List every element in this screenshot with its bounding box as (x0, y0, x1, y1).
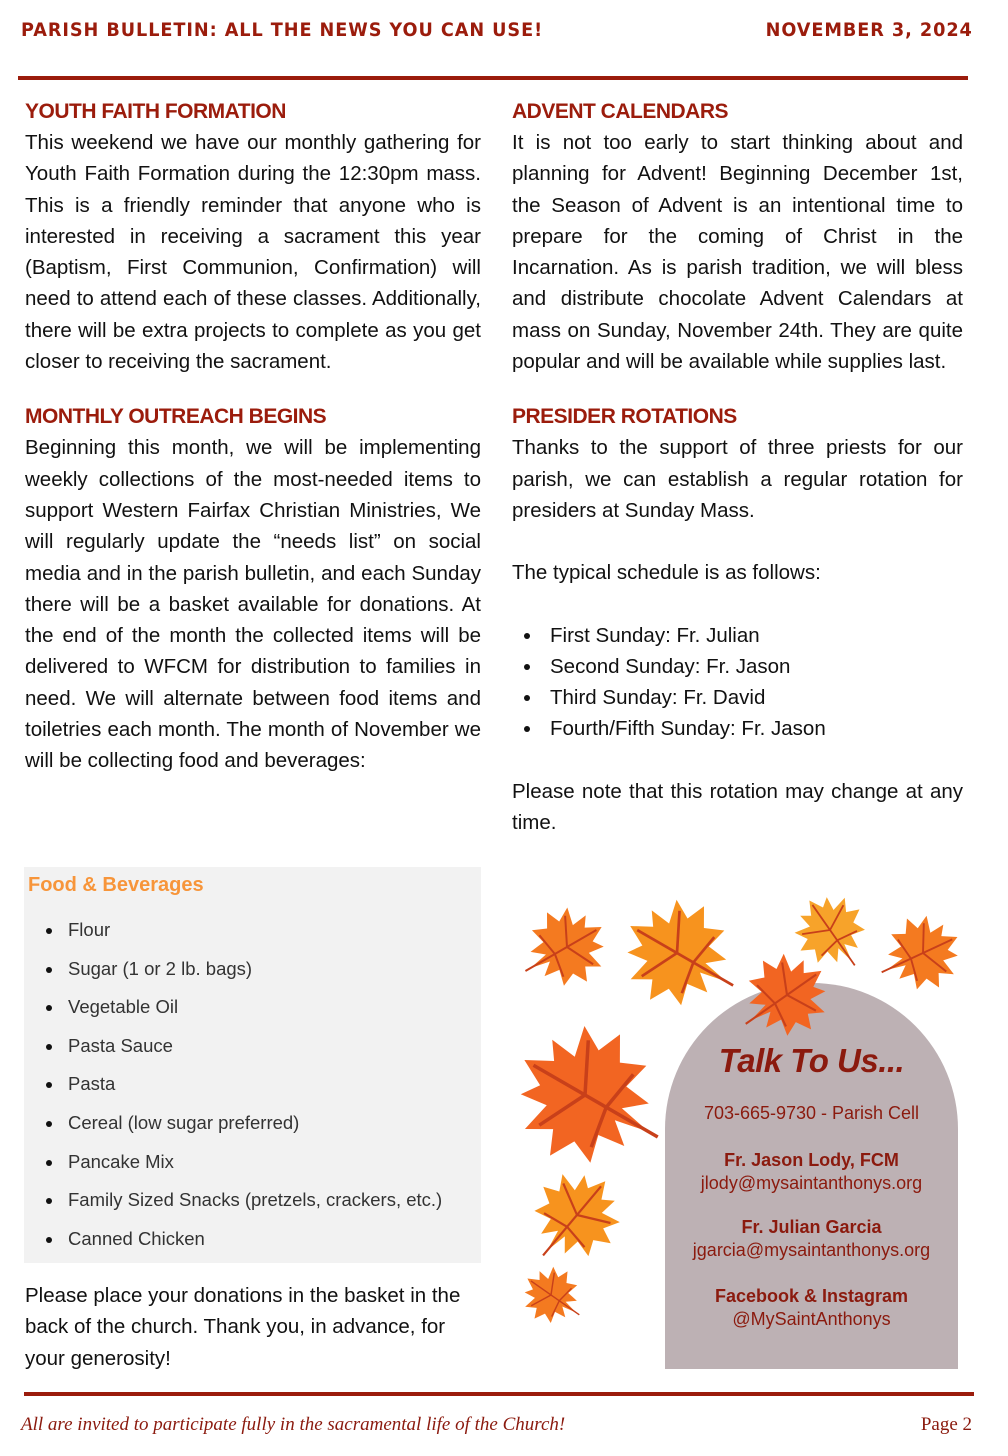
right-column (512, 97, 963, 838)
presider-item: Second Sunday: Fr. Jason (550, 651, 963, 682)
contact-email-julian[interactable]: jgarcia@mysaintanthonys.org (692, 1240, 931, 1260)
food-item: Canned Chicken (68, 1220, 442, 1259)
youth-heading: YOUTH FAITH FORMATION (25, 100, 286, 123)
footer-divider (24, 1392, 974, 1396)
contact-name-jason: Fr. Jason Lody, FCM (724, 1150, 899, 1170)
food-item: Pasta (68, 1065, 442, 1104)
leaf-icon (509, 1153, 639, 1284)
leaf-icon (866, 903, 974, 1007)
presider-list (512, 620, 963, 745)
advent-heading: ADVENT CALENDARS (512, 100, 729, 123)
contact-email-jason[interactable]: jlody@mysaintanthonys.org (700, 1173, 923, 1193)
contact-title: Talk To Us... (718, 1042, 905, 1079)
leaf-icon (722, 937, 846, 1059)
leaf-icon (505, 892, 621, 1005)
food-item: Family Sized Snacks (pretzels, crackers, etc.) (68, 1181, 442, 1220)
presider-schedule-intro: The typical schedule is as follows: (512, 561, 821, 585)
food-item: Pasta Sauce (68, 1027, 442, 1066)
food-item: Sugar (1 or 2 lb. bags) (68, 950, 442, 989)
page-number: Page 2 (920, 1414, 972, 1435)
contact-name-julian: Fr. Julian Garcia (741, 1217, 882, 1237)
bulletin-date: NOVEMBER 3, 2024 (765, 19, 973, 41)
contact-phone: 703-665-9730 - Parish Cell (703, 1103, 920, 1123)
presider-note: Please note that this rotation may change at any time. (512, 779, 963, 835)
leaf-icon (511, 1255, 596, 1339)
presider-heading: PRESIDER ROTATIONS (512, 405, 737, 429)
contact-social-label: Facebook & Instagram (714, 1286, 909, 1306)
advent-section (512, 97, 963, 377)
header-divider (18, 76, 968, 80)
food-item: Flour (68, 911, 442, 950)
food-beverages-box (24, 867, 481, 1263)
outreach-body: Beginning this month, we will be implementing weekly collections of the most-needed items to support Western Fairfax Christian Ministries, We will regularly update the “needs list” on social media and in the parish bulletin, and each Sunday there will be a basket available for donations. At the end of the month the collected items will be delivered to WFCM for distribution to families in need. We will alternate between food items and toiletries each month. The month of November we will be collecting food and beverages: (25, 436, 481, 773)
presider-item: Third Sunday: Fr. David (550, 682, 963, 713)
presider-item: First Sunday: Fr. Julian (550, 620, 963, 651)
bulletin-title: PARISH BULLETIN: ALL THE NEWS YOU CAN USE! (21, 19, 544, 41)
advent-body: It is not too early to start thinking about and planning for Advent! Beginning December 1st, the Season of Advent is an intentional time to prepare for the coming of Christ in the Incarnation. As is parish tradition, we will bless and distribute chocolate Advent Calendars at mass on Sunday, November 24th. They are quite popular and will be available while supplies last. (512, 131, 963, 374)
outreach-heading: MONTHLY OUTREACH BEGINS (25, 405, 327, 429)
food-list (24, 911, 442, 1258)
left-column (25, 97, 481, 777)
presider-intro: Thanks to the support of three priests for our parish, we can establish a regular rotation for presiders at Sunday Mass. (512, 436, 963, 522)
youth-body: This weekend we have our monthly gathering for Youth Faith Formation during the 12:30pm mass. This is a friendly reminder that anyone who is interested in receiving a sacrament this year (Baptism, First Communion, Confirmation) will need to attend each of these classes. Additionally, there will be extra projects to complete as you get closer to receiving the sacrament. (25, 131, 481, 374)
food-item: Pancake Mix (68, 1143, 442, 1182)
presider-item: Fourth/Fifth Sunday: Fr. Jason (550, 713, 963, 744)
food-item: Vegetable Oil (68, 988, 442, 1027)
footer-tagline: All are invited to participate fully in the sacramental life of the Church! (21, 1414, 566, 1435)
leaf-icon (603, 885, 760, 1032)
youth-faith-section (25, 97, 481, 377)
donation-closing: Please place your donations in the basket in the back of the church. Thank you, in advance, for your generosity! (25, 1284, 461, 1370)
outreach-section (25, 402, 481, 776)
contact-social-handle[interactable]: @MySaintAnthonys (732, 1309, 891, 1329)
food-item: Cereal (low sugar preferred) (68, 1104, 442, 1143)
presider-section (512, 402, 963, 838)
food-title: Food & Beverages (28, 874, 204, 896)
